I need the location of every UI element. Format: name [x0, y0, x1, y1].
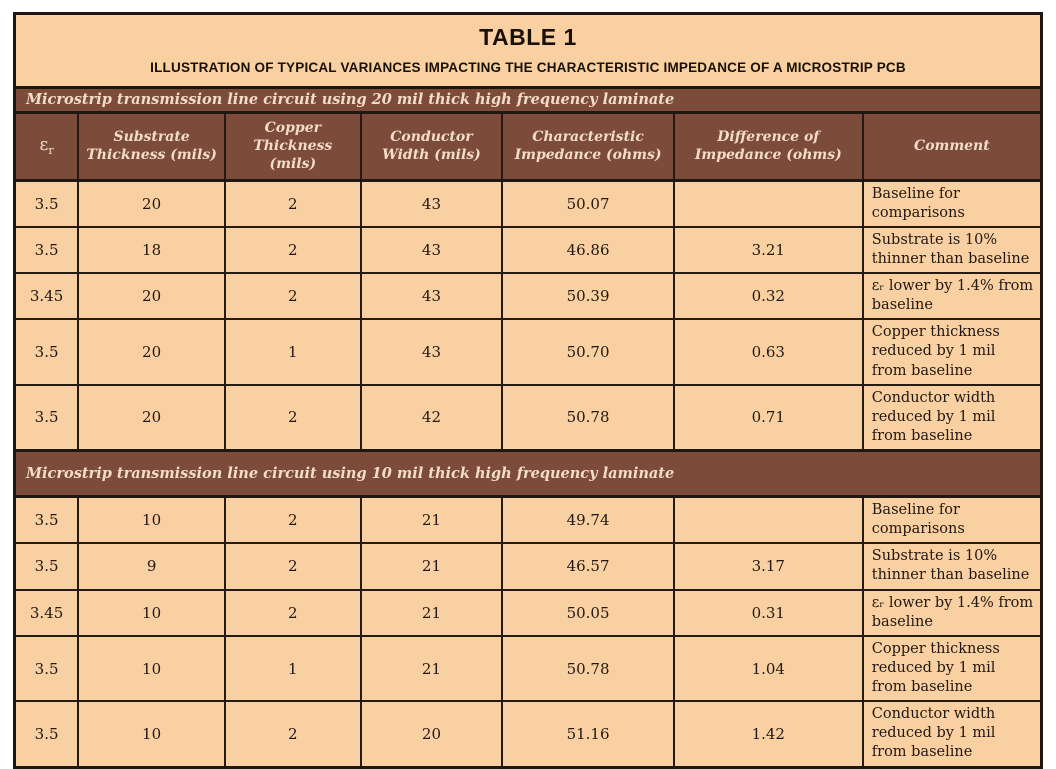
epsilon-symbol: ε	[39, 135, 49, 156]
table-row	[15, 385, 1042, 451]
cell-substrate-thickness: 18	[78, 227, 225, 273]
table-row	[15, 227, 1042, 273]
column-header-copper-thickness	[225, 113, 361, 181]
cell-er: 3.5	[15, 180, 79, 227]
table-1-container	[13, 12, 1043, 769]
cell-comment: Copper thickness reduced by 1 mil from baseline	[863, 319, 1042, 384]
cell-comment: εᵣ lower by 1.4% from baseline	[863, 590, 1042, 636]
cell-comment: Copper thickness reduced by 1 mil from baseline	[863, 636, 1042, 701]
column-header-substrate-thickness	[78, 113, 225, 181]
cell-er: 3.5	[15, 636, 79, 701]
column-header-characteristic-impedance	[502, 113, 674, 181]
cell-copper-thickness: 2	[225, 227, 361, 273]
cell-difference-of-impedance: 1.42	[674, 701, 863, 767]
cell-er: 3.45	[15, 273, 79, 319]
header-line: Thickness (mils)	[253, 138, 333, 173]
cell-difference-of-impedance: 0.63	[674, 319, 863, 384]
title-row	[15, 14, 1042, 88]
cell-conductor-width: 42	[361, 385, 503, 451]
table-row	[15, 319, 1042, 384]
cell-substrate-thickness: 10	[78, 497, 225, 544]
cell-comment: Baseline for comparisons	[863, 180, 1042, 227]
title-band	[15, 14, 1042, 88]
cell-conductor-width: 21	[361, 636, 503, 701]
header-line: Comment	[914, 138, 990, 155]
cell-copper-thickness: 2	[225, 543, 361, 589]
table-row	[15, 701, 1042, 767]
cell-conductor-width: 43	[361, 273, 503, 319]
cell-difference-of-impedance	[674, 497, 863, 544]
column-header-er	[15, 113, 79, 181]
cell-conductor-width: 43	[361, 180, 503, 227]
column-header-comment	[863, 113, 1042, 181]
cell-difference-of-impedance: 1.04	[674, 636, 863, 701]
cell-conductor-width: 21	[361, 543, 503, 589]
header-line: Thickness (mils)	[86, 147, 217, 164]
header-line: Width (mils)	[382, 147, 481, 164]
table-row	[15, 273, 1042, 319]
cell-characteristic-impedance: 46.86	[502, 227, 674, 273]
cell-substrate-thickness: 9	[78, 543, 225, 589]
table-row	[15, 497, 1042, 544]
column-header-difference-of-impedance	[674, 113, 863, 181]
cell-copper-thickness: 2	[225, 273, 361, 319]
cell-copper-thickness: 2	[225, 385, 361, 451]
header-line: Substrate	[113, 129, 190, 146]
cell-conductor-width: 43	[361, 319, 503, 384]
first-section-header-row	[15, 88, 1042, 113]
table-subtitle: ILLUSTRATION OF TYPICAL VARIANCES IMPACTING THE CHARACTERISTIC IMPEDANCE OF A MICROSTRIP PCB	[150, 60, 906, 75]
cell-er: 3.5	[15, 319, 79, 384]
cell-substrate-thickness: 10	[78, 701, 225, 767]
column-header-row	[15, 113, 1042, 181]
table-body	[15, 180, 1042, 767]
cell-substrate-thickness: 20	[78, 385, 225, 451]
table-row	[15, 590, 1042, 636]
cell-er: 3.5	[15, 385, 79, 451]
cell-characteristic-impedance: 50.78	[502, 385, 674, 451]
header-line: Impedance (ohms)	[514, 147, 662, 164]
cell-substrate-thickness: 10	[78, 636, 225, 701]
cell-er: 3.5	[15, 701, 79, 767]
table-row	[15, 180, 1042, 227]
cell-comment: Substrate is 10% thinner than baseline	[863, 543, 1042, 589]
cell-characteristic-impedance: 46.57	[502, 543, 674, 589]
cell-substrate-thickness: 20	[78, 273, 225, 319]
cell-comment: Conductor width reduced by 1 mil from baseline	[863, 385, 1042, 451]
cell-copper-thickness: 1	[225, 636, 361, 701]
cell-difference-of-impedance: 0.32	[674, 273, 863, 319]
impedance-variance-table	[13, 12, 1043, 769]
cell-characteristic-impedance: 51.16	[502, 701, 674, 767]
cell-conductor-width: 20	[361, 701, 503, 767]
cell-characteristic-impedance: 50.05	[502, 590, 674, 636]
cell-comment: Substrate is 10% thinner than baseline	[863, 227, 1042, 273]
cell-difference-of-impedance	[674, 180, 863, 227]
cell-difference-of-impedance: 3.17	[674, 543, 863, 589]
header-line: Characteristic	[532, 129, 644, 146]
cell-difference-of-impedance: 3.21	[674, 227, 863, 273]
epsilon-subscript: r	[48, 144, 54, 158]
cell-copper-thickness: 2	[225, 180, 361, 227]
cell-difference-of-impedance: 0.71	[674, 385, 863, 451]
cell-substrate-thickness: 20	[78, 180, 225, 227]
cell-conductor-width: 21	[361, 497, 503, 544]
cell-copper-thickness: 1	[225, 319, 361, 384]
cell-substrate-thickness: 10	[78, 590, 225, 636]
section-label: Microstrip transmission line circuit using 20 mil thick high frequency laminate	[15, 88, 1042, 113]
cell-characteristic-impedance: 50.70	[502, 319, 674, 384]
header-line: Impedance (ohms)	[694, 147, 842, 164]
cell-er: 3.5	[15, 227, 79, 273]
table-row	[15, 636, 1042, 701]
table-row	[15, 543, 1042, 589]
section-label: Microstrip transmission line circuit using 10 mil thick high frequency laminate	[15, 451, 1042, 497]
cell-er: 3.45	[15, 590, 79, 636]
cell-substrate-thickness: 20	[78, 319, 225, 384]
cell-characteristic-impedance: 50.39	[502, 273, 674, 319]
header-line: Copper	[264, 120, 321, 136]
table-title: TABLE 1	[479, 24, 577, 50]
cell-characteristic-impedance: 50.07	[502, 180, 674, 227]
cell-conductor-width: 21	[361, 590, 503, 636]
column-header-conductor-width	[361, 113, 503, 181]
cell-comment: εᵣ lower by 1.4% from baseline	[863, 273, 1042, 319]
cell-er: 3.5	[15, 497, 79, 544]
cell-conductor-width: 43	[361, 227, 503, 273]
section-header-row	[15, 451, 1042, 497]
cell-copper-thickness: 2	[225, 497, 361, 544]
cell-difference-of-impedance: 0.31	[674, 590, 863, 636]
cell-copper-thickness: 2	[225, 590, 361, 636]
header-line: Difference of	[717, 129, 820, 146]
cell-comment: Baseline for comparisons	[863, 497, 1042, 544]
cell-er: 3.5	[15, 543, 79, 589]
cell-copper-thickness: 2	[225, 701, 361, 767]
cell-characteristic-impedance: 49.74	[502, 497, 674, 544]
cell-comment: Conductor width reduced by 1 mil from baseline	[863, 701, 1042, 767]
header-line: Conductor	[390, 129, 473, 146]
cell-characteristic-impedance: 50.78	[502, 636, 674, 701]
